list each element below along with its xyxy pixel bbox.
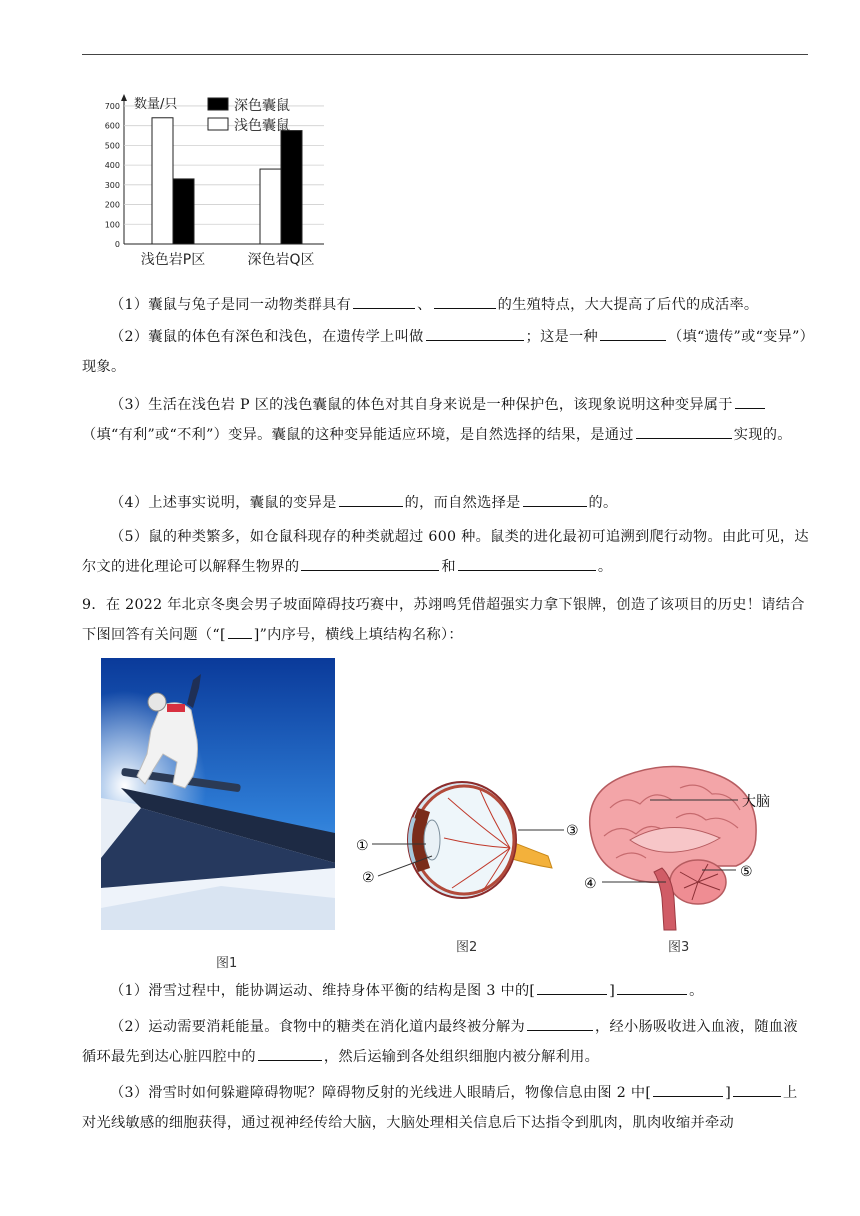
answer-blank[interactable] [733,1081,781,1097]
y-tick-label: 600 [104,121,120,131]
bar [260,169,281,244]
answer-blank[interactable] [600,325,666,341]
brain-diagram [580,758,780,938]
answer-blank[interactable] [426,325,524,341]
y-tick-label: 200 [104,200,120,210]
answer-blank[interactable] [258,1045,322,1061]
answer-blank [228,623,252,639]
legend-swatch [208,118,228,130]
q8-part5: （5）鼠的种类繁多，如仓鼠科现存的种类就超过 600 种。鼠类的进化最初可追溯到爬行动物。由此可见，达尔文的进化理论可以解释生物界的 和 。 [82,529,809,575]
bar [281,131,302,244]
bar-chart [98,92,330,270]
y-axis-label: 数量/只 [134,97,178,112]
eye-label-2: ② [362,870,375,886]
answer-blank[interactable] [735,393,765,409]
y-tick-label: 500 [104,141,120,151]
q9-part3: （3）滑雪时如何躲避障碍物呢？障碍物反射的光线进人眼睛后，物像信息由图 2 中[ ] 上对光线敏感的细胞获得，通过视神经传给大脑，大脑处理相关信息后下达指令到肌肉，肌肉收缩并牵动 [82,1078,810,1138]
answer-blank[interactable] [537,979,607,995]
brain-label-5: ⑤ [740,864,753,880]
q8-part2: （2）囊鼠的体色有深色和浅色，在遗传学上叫做 ；这是一种 （填“遗传”或“变异”）现象。 [82,322,810,382]
answer-blank[interactable] [523,491,587,507]
answer-blank[interactable] [458,555,596,571]
snowboarder-photo [101,658,335,930]
answer-blank[interactable] [527,1015,593,1031]
q8-part1: （1）囊鼠与兔子是同一动物类群具有 、 的生殖特点，大大提高了后代的成活率。 [82,290,810,320]
answer-blank[interactable] [636,423,732,439]
y-tick-label: 0 [114,240,120,249]
x-tick-label: 深色岩Q区 [247,252,315,268]
y-tick-label: 400 [104,161,120,171]
legend-label: 深色囊鼠 [234,98,290,114]
x-tick-label: 浅色岩P区 [140,252,206,268]
eye-label-1: ① [356,838,369,854]
brain-label-4: ④ [584,876,597,892]
y-tick-label: 100 [104,220,120,230]
answer-blank[interactable] [617,979,687,995]
figure3-caption: 图3 [668,940,690,955]
answer-blank[interactable] [339,491,403,507]
q8-part3: （3）生活在浅色岩 P 区的浅色囊鼠的体色对其自身来说是一种保护色，该现象说明这种变异属于（填“有利”或“不利”）变异。囊鼠的这种变异能适应环境，是自然选择的结果，是通过 实现的。 [82,390,810,450]
answer-blank[interactable] [653,1081,723,1097]
y-axis-arrow [121,94,127,101]
legend-label: 浅色囊鼠 [234,118,290,134]
legend-swatch [208,98,228,110]
q8-part4: （4）上述事实说明，囊鼠的变异是 的，而自然选择是 的。 [82,488,810,518]
figure2-caption: 图2 [456,940,478,955]
answer-blank[interactable] [301,555,439,571]
eye-label-3: ③ [566,823,579,839]
answer-blank[interactable] [434,293,496,309]
y-tick-label: 700 [104,101,120,111]
header-rule [82,54,808,55]
y-tick-label: 300 [104,180,120,190]
brain-label-cerebrum: 大脑 [742,794,770,810]
q9-part2: （2）运动需要消耗能量。食物中的糖类在消化道内最终被分解为 ，经小肠吸收进入血液，随血液循环最先到达心脏四腔中的 ，然后运输到各处组织细胞内被分解利用。 [82,1012,810,1072]
figure1-caption: 图1 [216,956,238,971]
bar [173,179,194,244]
answer-blank[interactable] [353,293,415,309]
q9-part1: （1）滑雪过程中，能协调运动、维持身体平衡的结构是图 3 中的[ ] 。 [82,976,810,1006]
q9-intro: 9．在 2022 年北京冬奥会男子坡面障碍技巧赛中，苏翊鸣凭借超强实力拿下银牌，创造了该项目的历史！请结合下图回答有关问题（“[ ]”内序号，横线上填结构名称）： [82,597,805,643]
bar [152,118,173,244]
eye-diagram [352,768,592,918]
